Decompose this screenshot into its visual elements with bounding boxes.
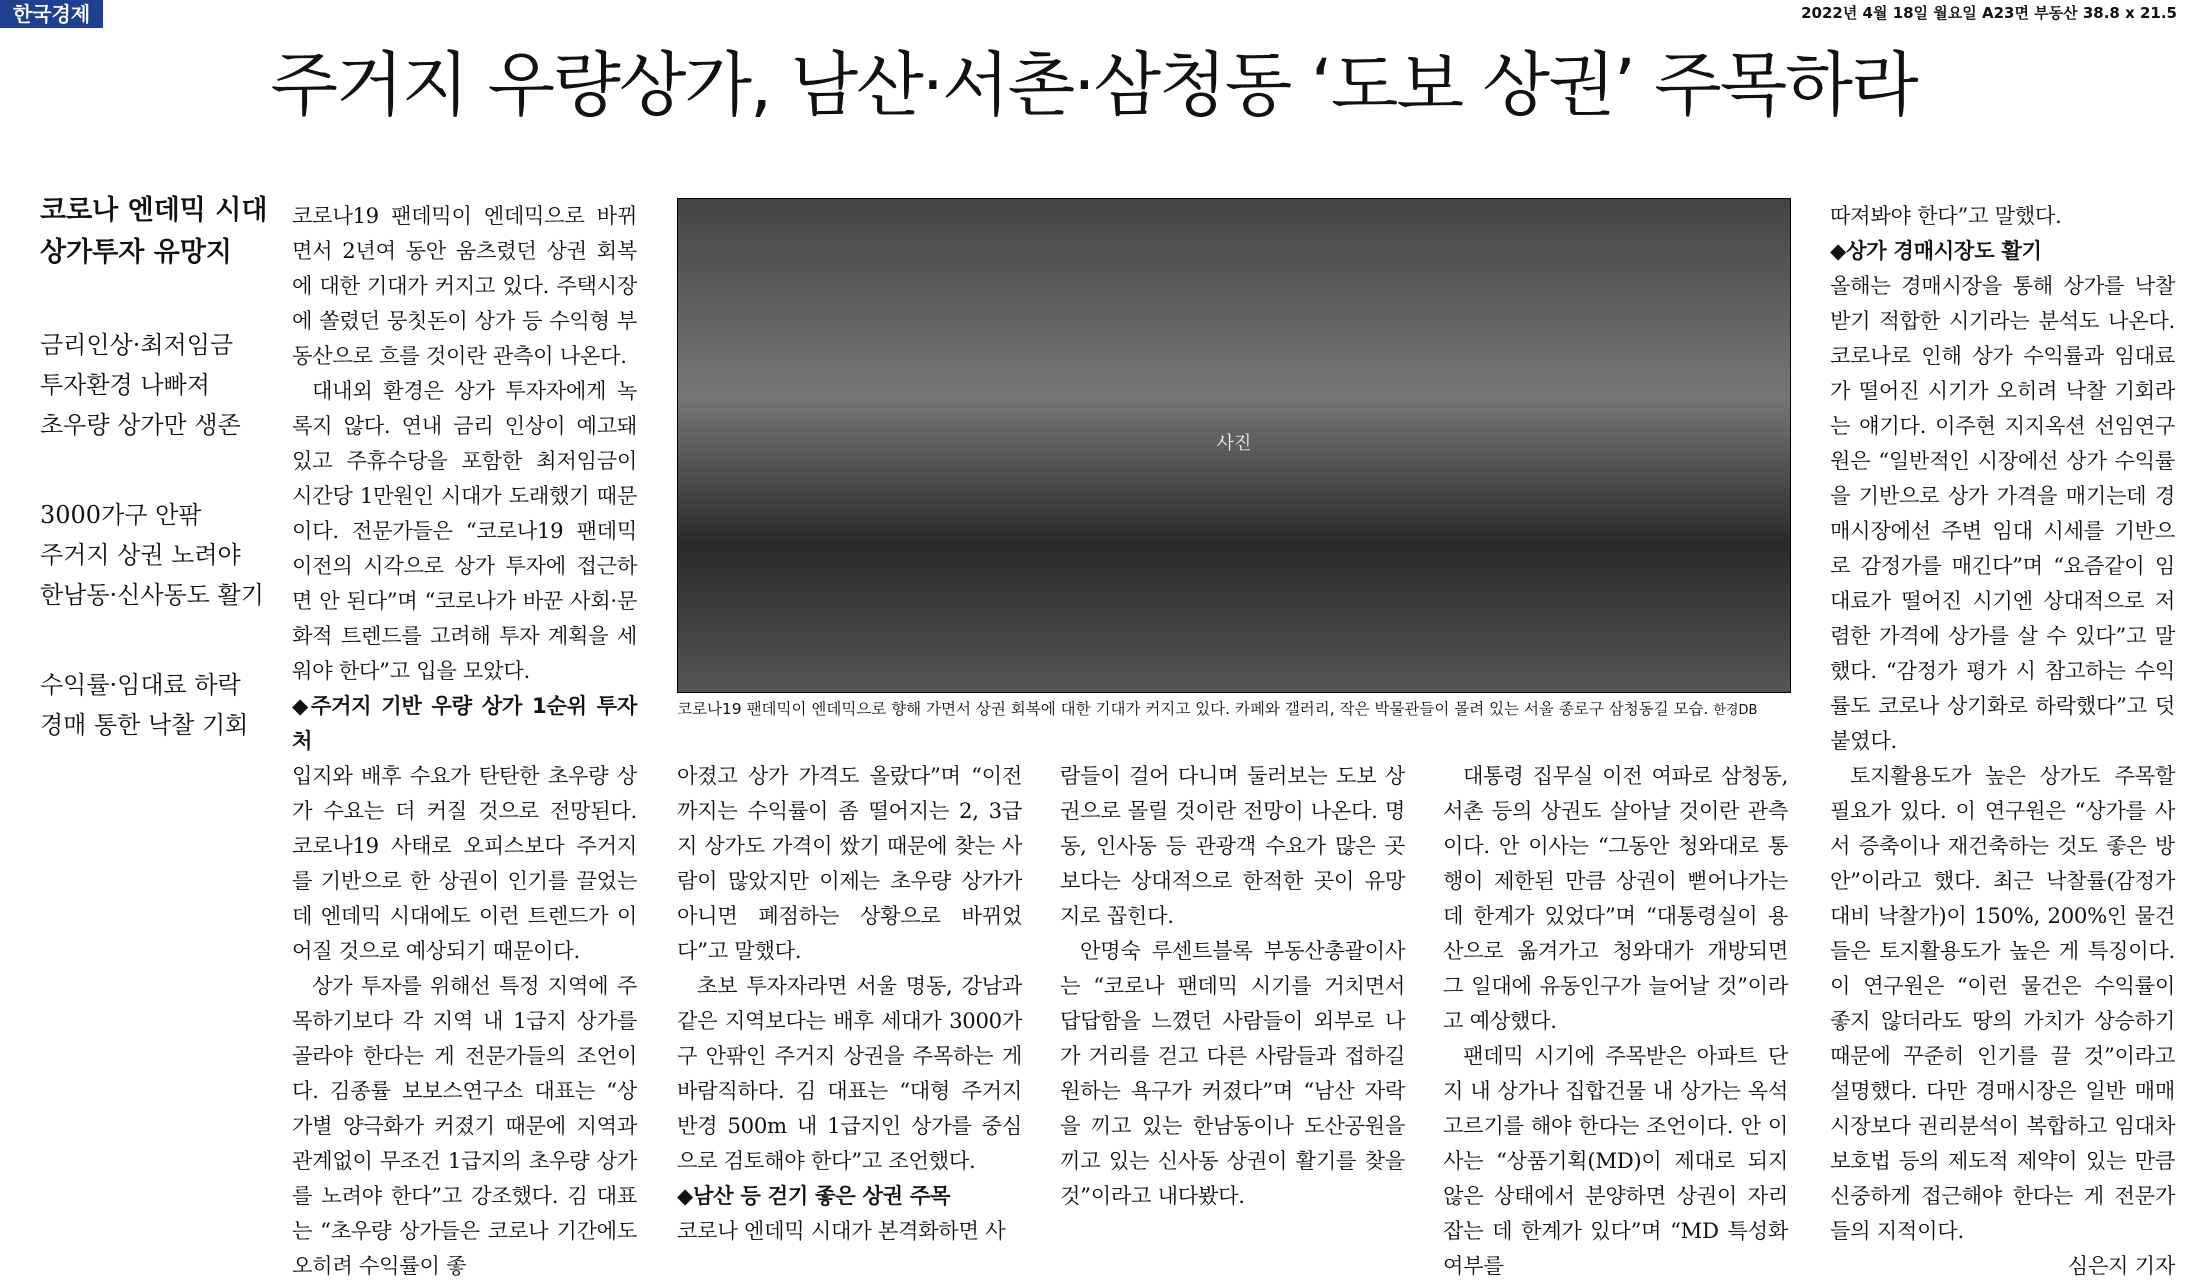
subhead	[40, 190, 280, 274]
paragraph: 올해는 경매시장을 통해 상가를 낙찰받기 적합한 시기라는 분석도 나온다. 코로나로 인해 상가 수익률과 임대료가 떨어진 시기가 오히려 낙찰 기회라는 얘기다. 이주현 지지옥션 선임연구원은 “일반적인 시장에선 상가 수익률을 기반으로 상가 가격을 매기는데 경매시장에선 주변 임대 시세를 기반으로 감정가를 매긴다”며 “요즘같이 임대료가 떨어진 시기엔 상대적으로 저렴한 가격에 상가를 살 수 있다”고 말했다. “감정가 평가 시 참고하는 수익률도 코로나 상기화로 하락했다”고 덧붙였다.	[1830, 273, 2175, 753]
highlight-block	[40, 665, 280, 745]
article-column-5	[1830, 198, 2175, 1283]
byline: 심은지 기자	[2067, 1253, 2175, 1278]
paragraph: 코로나19 팬데믹이 엔데믹으로 바뀌면서 2년여 동안 움츠렸던 상권 회복에 대한 기대가 커지고 있다. 주택시장에 쏠렸던 뭉칫돈이 상가 등 수익형 부동산으로 흐를 것이란 관측이 나온다.	[292, 203, 637, 368]
article-column-4	[1443, 758, 1788, 1283]
photo-caption	[677, 698, 1789, 722]
highlight-line: 수익률·임대료 하락	[40, 671, 241, 699]
paragraph: 아졌고 상가 가격도 올랐다”며 “이전까지는 수익률이 좀 떨어지는 2, 3급지 상가도 가격이 쌌기 때문에 찾는 사람이 많았지만 이제는 초우량 상가가 아니면 폐점하는 상황으로 바뀌었다”고 말했다.	[677, 763, 1022, 963]
dateline: 2022년 4월 18일 월요일 A23면 부동산 38.8 x 21.5	[1801, 4, 2177, 22]
paragraph: 상가 투자를 위해선 특정 지역에 주목하기보다 각 지역 내 1급지 상가를 골라야 한다는 게 전문가들의 조언이다. 김종률 보보스연구소 대표는 “상가별 양극화가 커졌기 때문에 지역과 관계없이 무조건 1급지의 초우량 상가를 노려야 한다”고 강조했다. 김 대표는 “초우량 상가들은 코로나 기간에도 오히려 수익률이 좋	[292, 973, 637, 1278]
paragraph: 초보 투자자라면 서울 명동, 강남과 같은 지역보다는 배후 세대가 3000가구 안팎인 주거지 상권을 주목하는 게 바람직하다. 김 대표는 “대형 주거지 반경 500m 내 1급지인 상가를 중심으로 검토해야 한다”고 조언했다.	[677, 973, 1022, 1173]
headline: 주거지 우량상가, 남산·서촌·삼청동 ‘도보 상권’ 주목하라	[270, 44, 1917, 126]
subhead-line: 상가투자 유망지	[40, 237, 232, 268]
highlight-line: 주거지 상권 노려야	[40, 541, 241, 569]
paragraph: 안명숙 루센트블록 부동산총괄이사는 “코로나 팬데믹 시기를 거치면서 답답함을 느꼈던 사람들이 외부로 나가 거리를 걷고 다른 사람들과 접하길 원하는 욕구가 커졌다”며 “남산 자락을 끼고 있는 한남동이나 도산공원을 끼고 있는 신사동 상권이 활기를 찾을 것”이라고 내다봤다.	[1060, 938, 1405, 1208]
street-photo	[677, 198, 1791, 693]
article-column-1	[292, 198, 637, 1283]
paragraph: 토지활용도가 높은 상가도 주목할 필요가 있다. 이 연구원은 “상가를 사서 증축이나 재건축하는 것도 좋은 방안”이라고 했다. 최근 낙찰률(감정가 대비 낙찰가)이 150%, 200%인 물건들은 토지활용도가 높은 게 특징이다. 이 연구원은 “이런 물건은 수익률이 좋지 않더라도 땅의 가치가 상승하기 때문에 꾸준히 인기를 끌 것”이라고 설명했다. 다만 경매시장은 일반 매매시장보다 권리분석이 복합하고 임대차보호법 등의 제도적 제약이 있는 만큼 신중하게 접근해야 한다는 게 전문가들의 지적이다.	[1830, 763, 2175, 1243]
article-column-3	[1060, 758, 1405, 1213]
highlight-block	[40, 495, 280, 615]
caption-text: 코로나19 팬데믹이 엔데믹으로 향해 가면서 상권 회복에 대한 기대가 커지고 있다. 카페와 갤러리, 작은 박물관들이 몰려 있는 서울 종로구 삼청동길 모습.	[677, 700, 1709, 718]
paragraph: 팬데믹 시기에 주목받은 아파트 단지 내 상가나 집합건물 내 상가는 옥석 고르기를 해야 한다는 조언이다. 안 이사는 “상품기획(MD)이 제대로 되지 않은 상태에서 분양하면 상권이 자리 잡는 데 한계가 있다”며 “MD 특성화 여부를	[1443, 1043, 1788, 1278]
paragraph: 대내외 환경은 상가 투자자에게 녹록지 않다. 연내 금리 인상이 예고돼 있고 주휴수당을 포함한 최저임금이 시간당 1만원인 시대가 도래했기 때문이다. 전문가들은 “코로나19 팬데믹 이전의 시각으로 상가 투자에 접근하면 안 된다”며 “코로나가 바꾼 사회·문화적 트렌드를 고려해 투자 계획을 세워야 한다”고 입을 모았다.	[292, 378, 637, 683]
photo-label: 사진	[1216, 433, 1252, 454]
paragraph: 따져봐야 한다”고 말했다.	[1830, 203, 2062, 228]
highlight-line: 초우량 상가만 생존	[40, 411, 241, 439]
paragraph: 람들이 걸어 다니며 둘러보는 도보 상권으로 몰릴 것이란 전망이 나온다. 명동, 인사동 등 관광객 수요가 많은 곳보다는 상대적으로 한적한 곳이 유망지로 꼽힌다.	[1060, 763, 1405, 928]
section-heading: ◆상가 경매시장도 활기	[1830, 238, 2042, 263]
highlight-line: 경매 통한 낙찰 기회	[40, 711, 249, 739]
highlight-line: 금리인상·최저임금	[40, 331, 234, 359]
paragraph: 입지와 배후 수요가 탄탄한 초우량 상가 수요는 더 커질 것으로 전망된다. 코로나19 사태로 오피스보다 주거지를 기반으로 한 상권이 인기를 끌었는데 엔데믹 시대에도 이런 트렌드가 이어질 것으로 예상되기 때문이다.	[292, 763, 637, 963]
section-heading: ◆주거지 기반 우량 상가 1순위 투자처	[292, 693, 637, 753]
highlight-line: 한남동·신사동도 활기	[40, 581, 264, 609]
subhead-line: 코로나 엔데믹 시대	[40, 195, 268, 226]
highlight-line: 투자환경 나빠져	[40, 371, 210, 399]
paragraph: 대통령 집무실 이전 여파로 삼청동, 서촌 등의 상권도 살아날 것이란 관측이다. 안 이사는 “그동안 청와대로 통행이 제한된 만큼 상권이 뻗어나가는 데 한계가 있었다”며 “대통령실이 용산으로 옮겨가고 청와대가 개방되면 그 일대에 유동인구가 늘어날 것”이라고 예상했다.	[1443, 763, 1788, 1033]
paragraph: 코로나 엔데믹 시대가 본격화하면 사	[677, 1218, 1006, 1243]
newspaper-logo: 한국경제	[0, 0, 103, 28]
section-heading: ◆남산 등 걷기 좋은 상권 주목	[677, 1183, 951, 1208]
photo-credit: 한경DB	[1713, 703, 1758, 718]
highlight-line: 3000가구 안팎	[40, 501, 202, 529]
article-column-2	[677, 758, 1022, 1248]
highlight-block	[40, 325, 280, 445]
